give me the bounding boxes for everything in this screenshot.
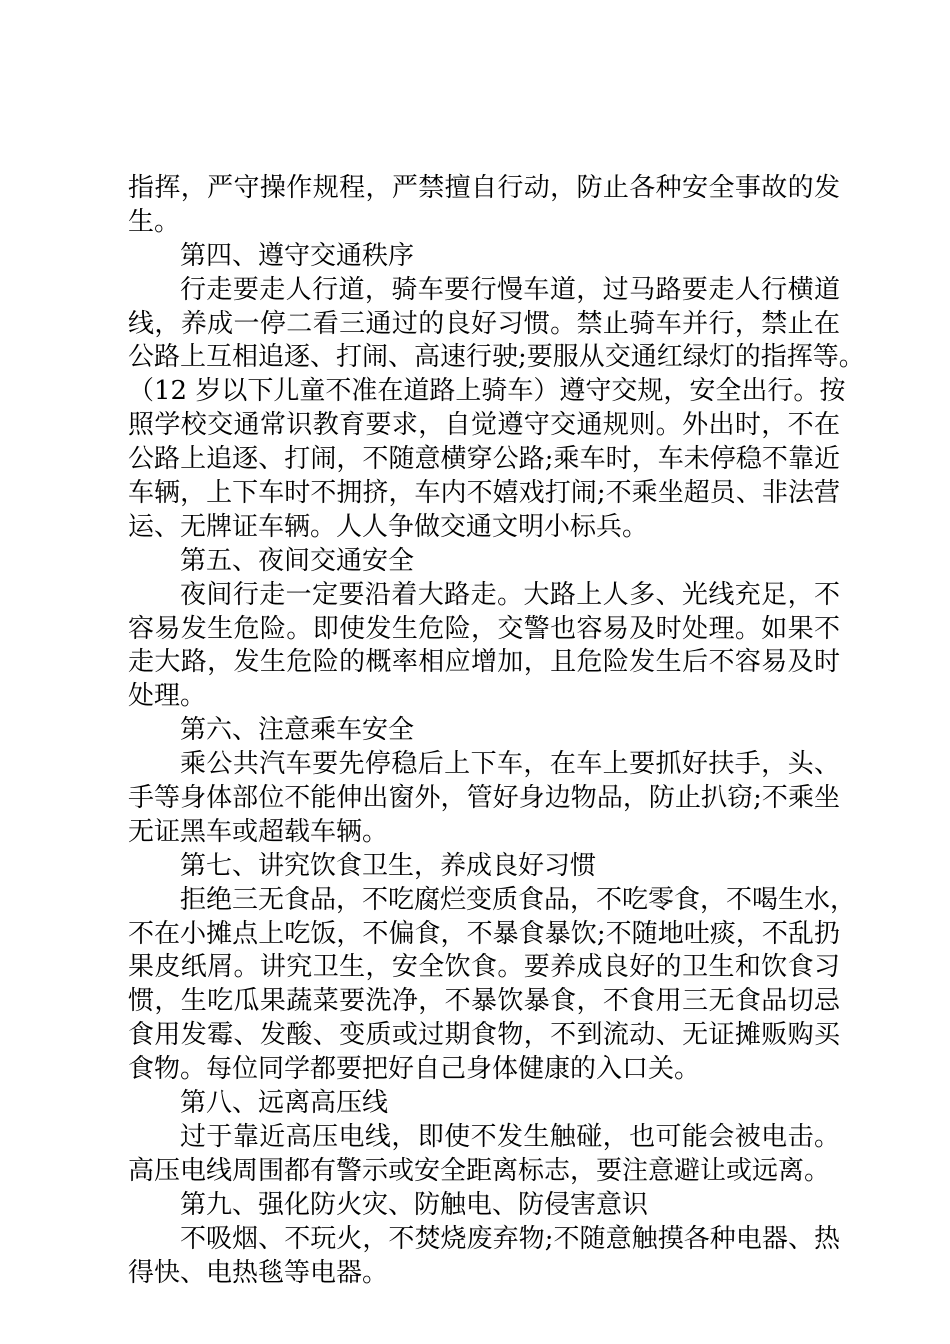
text-line: 食物。每位同学都要把好自己身体健康的入口关。	[128, 1054, 701, 1085]
text-line: 不在小摊点上吃饭，不偏食，不暴食暴饮;不随地吐痰，不乱扔	[128, 918, 840, 949]
document-body	[128, 172, 865, 1290]
text-line: 高压电线周围都有警示或安全距离标志，要注意避让或远离。	[128, 1155, 831, 1186]
text-line: 不吸烟、不玩火，不焚烧废弃物;不随意触摸各种电器、热	[180, 1223, 840, 1254]
text-line: 车辆，上下车时不拥挤，车内不嬉戏打闹;不乘坐超员、非法营	[128, 478, 840, 509]
section-heading: 第八、远离高压线	[180, 1088, 389, 1119]
text-line: 食用发霉、发酸、变质或过期食物，不到流动、无证摊贩购买	[128, 1020, 840, 1051]
text-line: 行走要走人行道，骑车要行慢车道，过马路要走人行横道	[180, 274, 840, 305]
section-heading: 第七、讲究饮食卫生，养成良好习惯	[180, 850, 597, 881]
text-line: 线，养成一停二看三通过的良好习惯。禁止骑车并行，禁止在	[128, 308, 840, 339]
section-heading: 第五、夜间交通安全	[180, 545, 415, 576]
text-line: 公路上追逐、打闹，不随意横穿公路;乘车时，车未停稳不靠近	[128, 444, 840, 475]
text-line: 拒绝三无食品，不吃腐烂变质食品，不吃零食，不喝生水，	[180, 884, 857, 915]
text-line: 公路上互相追逐、打闹、高速行驶;要服从交通红绿灯的指挥等。	[128, 342, 865, 373]
text-line: 生。	[128, 206, 181, 237]
text-line: （12 岁以下儿童不准在道路上骑车）遵守交规，安全出行。按	[128, 376, 846, 407]
text-line: 乘公共汽车要先停稳后上下车，在车上要抓好扶手，头、	[180, 749, 840, 780]
text-line: 运、无牌证车辆。人人争做交通文明小标兵。	[128, 511, 649, 542]
section-heading: 第四、遵守交通秩序	[180, 240, 415, 271]
text-line: 处理。	[128, 681, 207, 712]
text-line: 照学校交通常识教育要求，自觉遵守交通规则。外出时，不在	[128, 410, 840, 441]
text-line: 指挥，严守操作规程，严禁擅自行动，防止各种安全事故的发	[128, 173, 840, 203]
text-line: 过于靠近高压电线，即使不发生触碰，也可能会被电击。	[180, 1121, 840, 1152]
text-line: 无证黑车或超载车辆。	[128, 816, 389, 847]
text-line: 手等身体部位不能伸出窗外，管好身边物品，防止扒窃;不乘坐	[128, 783, 840, 814]
text-line: 走大路，发生危险的概率相应增加，且危险发生后不容易及时	[128, 647, 840, 678]
section-heading: 第九、强化防火灾、防触电、防侵害意识	[180, 1189, 649, 1220]
text-line: 惯，生吃瓜果蔬菜要洗净，不暴饮暴食，不食用三无食品切忌	[128, 986, 840, 1017]
text-line: 得快、电热毯等电器。	[128, 1257, 389, 1288]
text-line: 夜间行走一定要沿着大路走。大路上人多、光线充足，不	[180, 579, 840, 610]
text-line: 果皮纸屑。讲究卫生，安全饮食。要养成良好的卫生和饮食习	[128, 952, 840, 983]
text-line: 容易发生危险。即使发生危险，交警也容易及时处理。如果不	[128, 613, 840, 644]
section-heading: 第六、注意乘车安全	[180, 715, 415, 746]
